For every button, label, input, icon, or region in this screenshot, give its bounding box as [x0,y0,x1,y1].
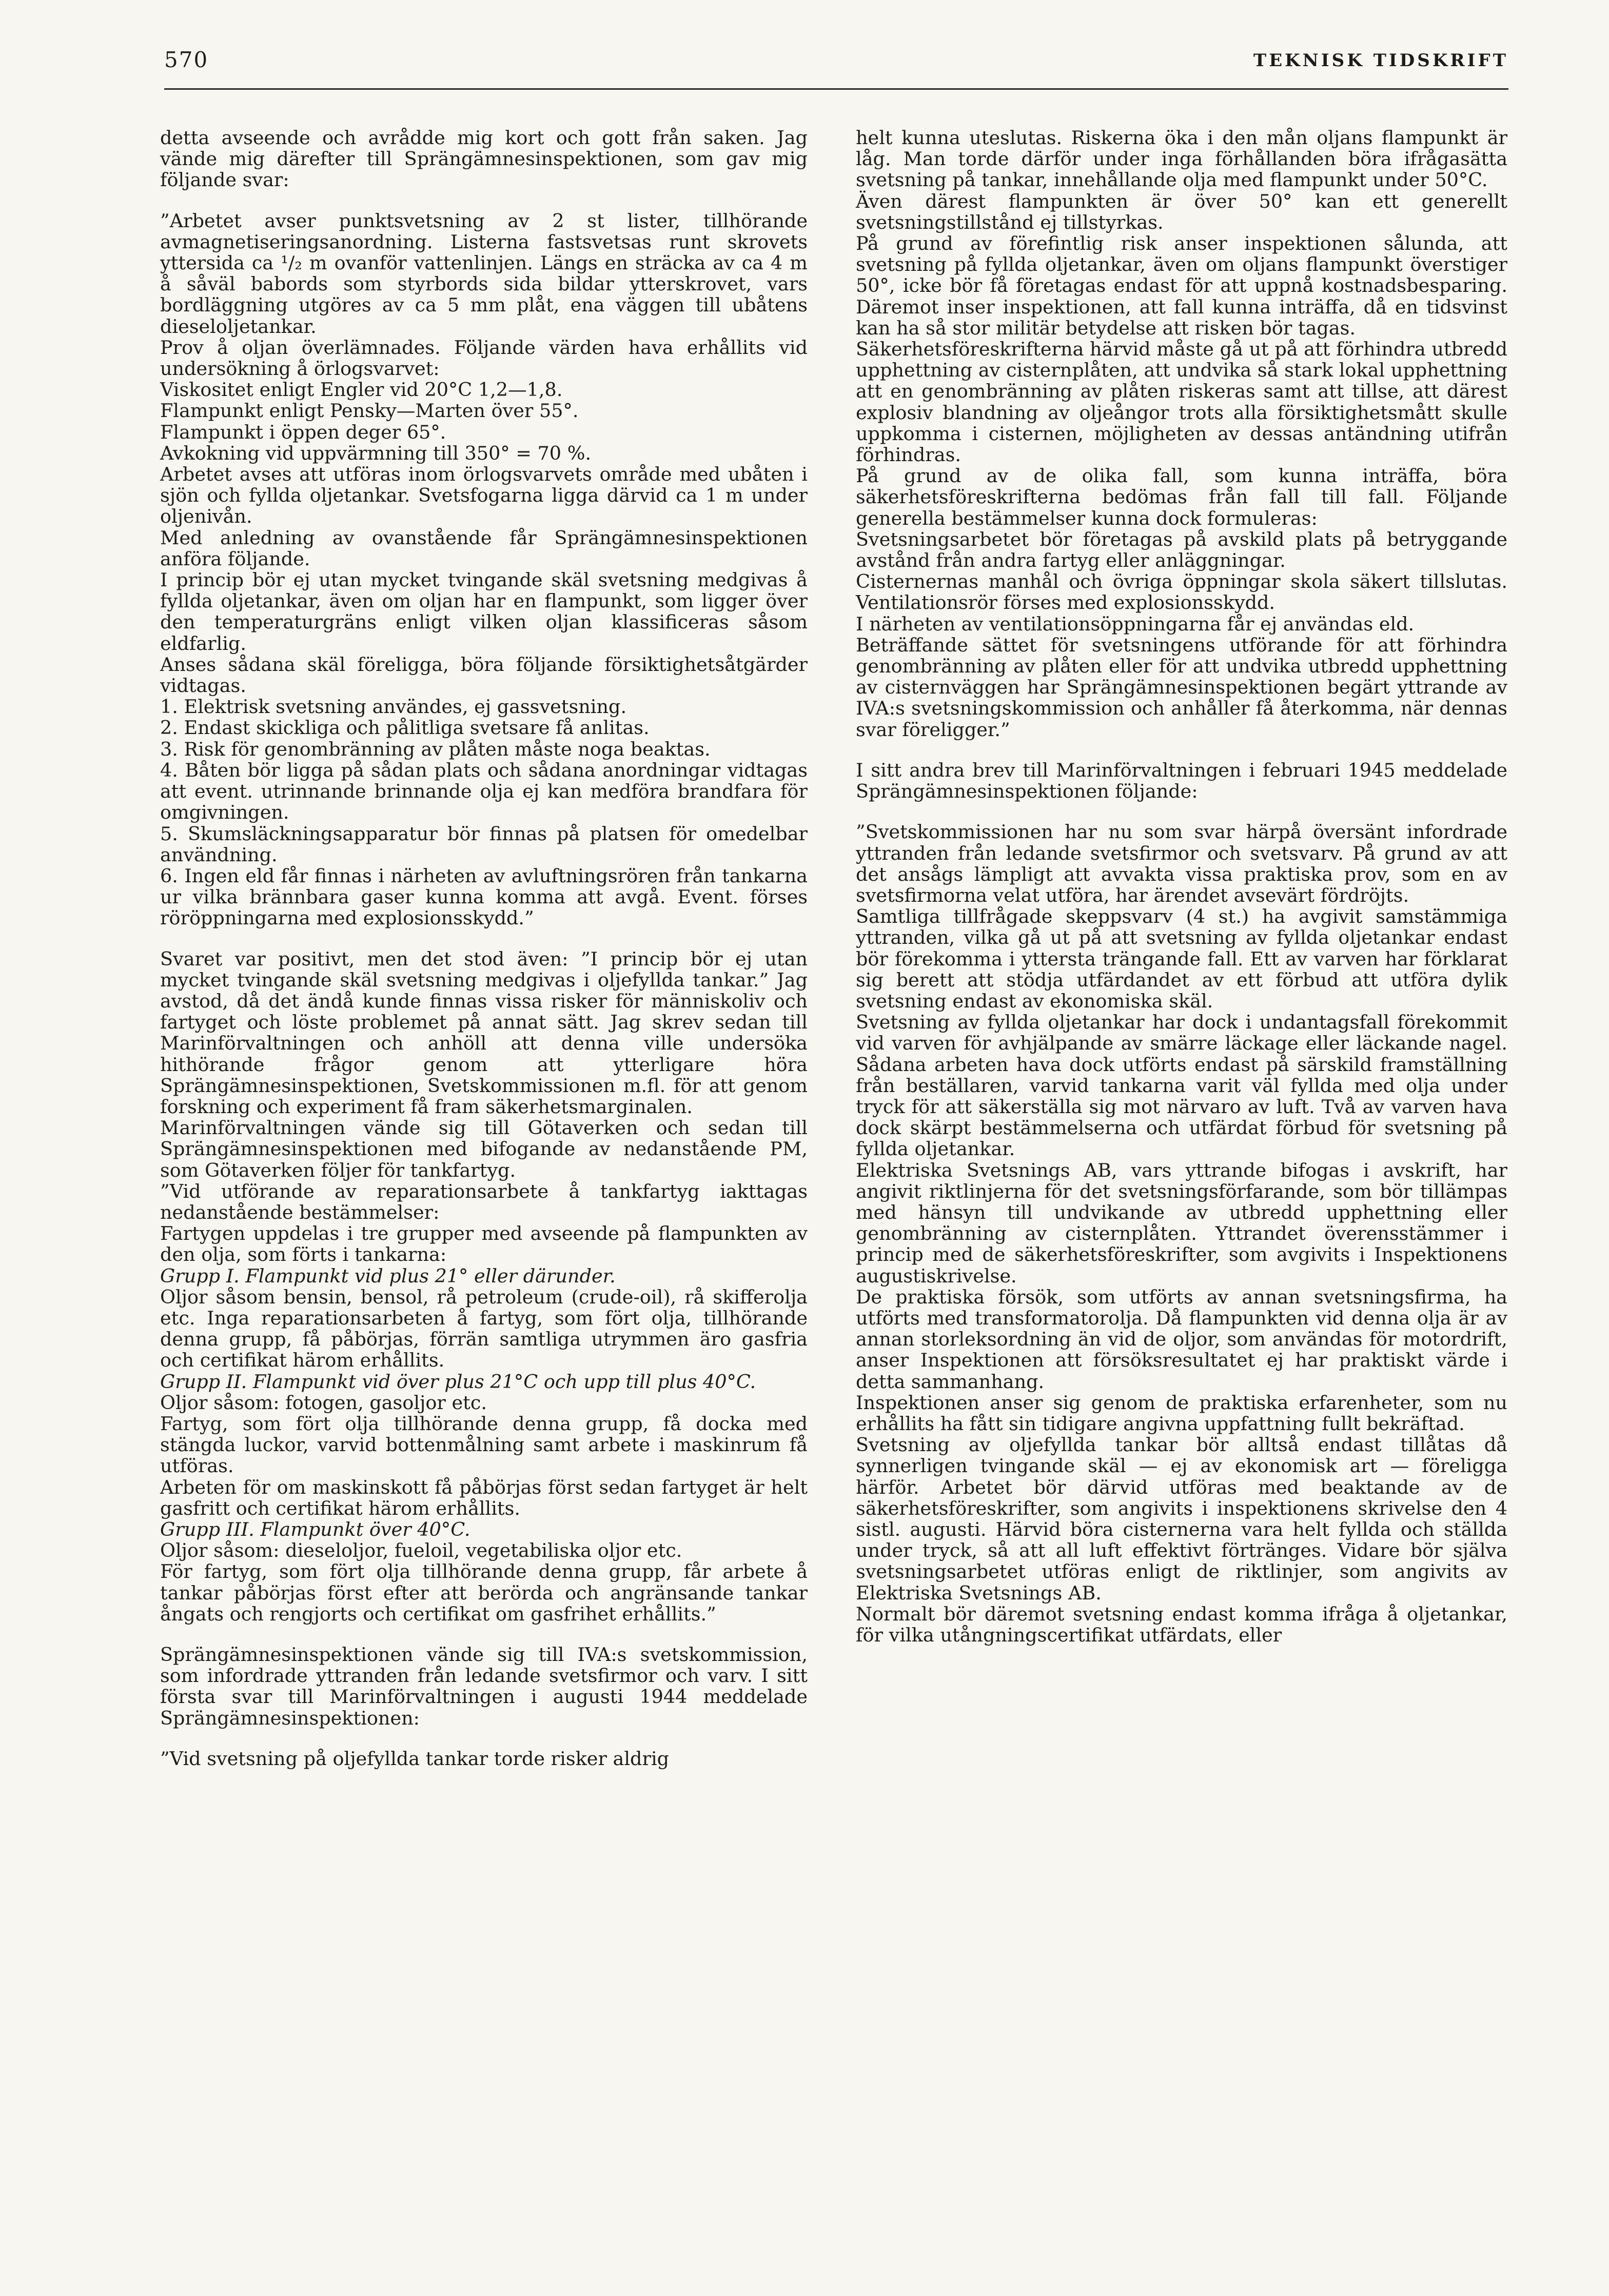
list-item: 2. Endast skickliga och pålitliga svetsare få anlitas. [160,717,650,739]
list-item: 6. Ingen eld får finnas i närheten av avluftningsrören från tankarna ur vilka brännbara gaser kunna komma att avgå. Event. förses röröppningarna med explosionsskydd.” [160,864,808,929]
paragraph: ”Arbetet avser punktsvetsning av 2 st lister, tillhörande avmagnetiseringsanordning. Listerna fastsvetsas runt skrovets yttersida ca ¹/₂ m ovanför vattenlinjen. Längs en sträcka av ca 4 m å såväl babords som styrbords sida bildar ytterskrovet, vars bordläggning utgöres av ca 5 mm plåt, ena väggen till ubåtens dieseloljetankar. [160,209,808,338]
paragraph: Säkerhetsföreskrifterna härvid måste gå ut på att förhindra utbredd upphettning av cisternplåten, att undvika så stark lokal upphettning att en genombränning av plåten riskeras samt att tillse, att därest explosiv blandning av oljeångor trots alla försiktighetsmått skulle uppkomma i cisternen, möjligheten av dessas antändning utifrån förhindras. [856,338,1507,466]
paragraph: Svetsning av fyllda oljetankar har dock i undantagsfall förekommit vid varven för avhjälpande av smärre läckage eller läckande nagel. Sådana arbeten hava dock utförts endast på särskild framställning från beställaren, varvid tankarna varit väl fyllda med olja under tryck för att säkerställa sig mot närvaro av luft. Två av varven hava dock skärpt bestämmelserna och utfärdat förbud för svetsning på fyllda oljetankar. [856,1011,1507,1160]
paragraph: Svetsning av oljefyllda tankar bör alltså endast tillåtas då synnerligen tvingande skäl — ej av ekonomisk art — föreligga härför. Arbetet bör därvid utföras med beaktande av de säkerhetsföreskrifter, som angivits i inspektionens skrivelse den 4 sistl. augusti. Härvid böra cisternerna vara helt fyllda och ställda under tryck, så att all luft effektivt förtränges. Vidare bör själva svetsningsarbetet utföras enligt de riktlinjer, som angivits av Elektriska Svetsnings AB. [856,1434,1507,1604]
paragraph: Även därest flampunkten är över 50° kan ett generellt svetsningstillstånd ej tillstyrkas. [856,190,1507,233]
paragraph: ”Vid svetsning på oljefyllda tankar torde risker aldrig [160,1747,670,1770]
paragraph: Anses sådana skäl föreligga, böra följande försiktighetsåtgärder vidtagas. [160,653,808,697]
paragraph: Arbeten för om maskinskott få påbörjas först sedan fartyget är helt gasfritt och certifikat härom erhållits. [160,1476,808,1519]
paragraph: Fartyg, som fört olja tillhörande denna grupp, få docka med stängda luckor, varvid bottenmålning samt arbete i maskinrum få utföras. [160,1412,808,1477]
paragraph: Svetsningsarbetet bör företagas på avskild plats på betryggande avstånd från andra fartyg eller anläggningar. [856,528,1507,572]
right-column [856,127,1507,1646]
list-item: 3. Risk för genombränning av plåten måste noga beaktas. [160,738,711,760]
paragraph: Prov å oljan överlämnades. Följande värden hava erhållits vid undersökning å örlogsvarvet: [160,336,808,380]
list-item: 5. Skumsläckningsapparatur bör finnas på platsen för omedelbar användning. [160,822,808,866]
paragraph: Avkokning vid uppvärmning till 350° = 70 %. [160,442,592,464]
left-column [160,127,808,1769]
paragraph: Beträffande sättet för svetsningens utförande för att förhindra genombränning av plåten eller för att undvika utbredd upphettning av cisternväggen har Sprängämnesinspektionen begärt yttrande av IVA:s svetsningskommission och anhåller få återkomma, när dennas svar föreligger.” [856,634,1507,741]
paragraph: Elektriska Svetsnings AB, vars yttrande bifogas i avskrift, har angivit riktlinjerna för det svetsningsförfarande, som bör tillämpas med hänsyn till undvikande av utbredd upphettning eller genombränning av cisternplåten. Yttrandet överensstämmer i princip med de säkerhetsföreskrifter, som avgivits i Inspektionens augustiskrivelse. [856,1159,1507,1287]
paragraph: Oljor såsom bensin, bensol, rå petroleum (crude-oil), rå skifferolja etc. Inga reparationsarbeten å fartyg, som fört olja, tillhörande denna grupp, få påbörjas, förrän samtliga utrymmen äro gasfria och certifikat härom erhållits. [160,1285,808,1372]
paragraph: I närheten av ventilationsöppningarna får ej användas eld. [856,612,1415,635]
group-heading: Grupp III. Flampunkt över 40°C. [160,1518,470,1540]
paragraph: Fartygen uppdelas i tre grupper med avseende på flampunkten av den olja, som förts i tankarna: [160,1222,808,1266]
paragraph: Samtliga tillfrågade skeppsvarv (4 st.) ha avgivit samstämmiga yttranden, vilka gå ut på att svetsning av fyllda oljetankar endast bör förekomma i yttersta trängande fall. Ett av varven har förklarat sig berett att stödja utfärdandet av ett förbud att utföra dylik svetsning endast av ekonomiska skäl. [856,905,1507,1012]
paragraph: På grund av förefintlig risk anser inspektionen sålunda, att svetsning på fyllda oljetankar, även om oljans flampunkt överstiger 50°, icke bör få företagas endast för att uppnå kostnadsbesparing. Däremot inser inspektionen, att fall kunna inträffa, då en tidsvinst kan ha så stor militär betydelse att risken bör tagas. [856,232,1507,339]
paragraph: Flampunkt enligt Pensky—Marten över 55°. [160,400,579,422]
page-number: 570 [164,47,209,72]
paragraph: ”Vid utförande av reparationsarbete å tankfartyg iakttagas nedanstående bestämmelser: [160,1180,808,1223]
paragraph: I sitt andra brev till Marinförvaltningen i februari 1945 meddelade Sprängämnesinspektionen följande: [856,759,1507,803]
paragraph: Svaret var positivt, men det stod även: ”I princip bör ej utan mycket tvingande skäl svetsning medgivas i oljefyllda tankar.” Jag avstod, då det ändå kunde finnas vissa risker för människoliv och fartyget och löste problemet på annat sätt. Jag skrev sedan till Marinförvaltningen och anhöll att denna ville undersöka hithörande frågor genom att ytterligare höra Sprängämnesinspektionen, Svetskommissionen m.fl. för att genom forskning och experiment få fram säkerhetsmarginalen. [160,947,808,1118]
group-heading: Grupp I. Flampunkt vid plus 21° eller därunder. [160,1264,616,1287]
paragraph: Arbetet avses att utföras inom örlogsvarvets område med ubåten i sjön och fyllda oljetankar. Svetsfogarna ligga därvid ca 1 m under oljenivån. [160,463,808,528]
list-item: 4. Båten bör ligga på sådan plats och sådana anordningar vidtagas att event. utrinnande brinnande olja ej kan medföra brandfara för omgivningen. [160,759,808,824]
journal-title: TEKNISK TIDSKRIFT [1253,50,1508,71]
paragraph: Oljor såsom: fotogen, gasoljor etc. [160,1391,487,1414]
paragraph: För fartyg, som fört olja tillhörande denna grupp, får arbete å tankar påbörjas först efter att berörda och angränsande tankar ångats och rengjorts och certifikat om gasfrihet erhållits.” [160,1560,808,1625]
paragraph: De praktiska försök, som utförts av annan svetsningsfirma, ha utförts med transformatorolja. Då flampunkten vid denna olja är av annan storleksordning än vid de oljor, som användas för motordrift, anser Inspektionen att försöksresultatet ej har praktiskt värde i detta sammanhang. [856,1285,1507,1393]
paragraph: Normalt bör däremot svetsning endast komma ifråga å oljetankar, för vilka utångningscertifikat utfärdats, eller [856,1602,1507,1647]
paragraph: Cisternernas manhål och övriga öppningar skola säkert tillslutas. Ventilationsrör förses med explosionsskydd. [856,570,1507,614]
list-item: 1. Elektrisk svetsning användes, ej gassvetsning. [160,696,627,718]
paragraph: Med anledning av ovanstående får Sprängämnesinspektionen anföra följande. [160,526,808,570]
paragraph: Marinförvaltningen vände sig till Götaverken och sedan till Sprängämnesinspektionen med bifogande av nedanstående PM, som Götaverken följer för tankfartyg. [160,1117,808,1181]
paragraph: Viskositet enligt Engler vid 20°C 1,2—1,8. [160,379,563,401]
paragraph: ”Svetskommissionen har nu som svar härpå översänt infordrade yttranden från ledande svetsfirmor och svetsvarv. På grund av att det ansågs lämpligt att avvakta vissa praktiska prov, som en av svetsfirmorna velat utföra, har ärendet avsevärt fördröjts. [856,821,1507,906]
paragraph: Inspektionen anser sig genom de praktiska erfarenheter, som nu erhållits ha fått sin tidigare angivna uppfattning fullt bekräftad. [856,1391,1507,1435]
group-heading: Grupp II. Flampunkt vid över plus 21°C och upp till plus 40°C. [160,1370,756,1393]
paragraph: Flampunkt i öppen deger 65°. [160,421,446,443]
paragraph: På grund av de olika fall, som kunna inträffa, böra säkerhetsföreskrifterna bedömas från fall till fall. Följande generella bestämmelser kunna dock formuleras: [856,465,1507,529]
page-header [164,47,1508,90]
paragraph: Oljor såsom: dieseloljor, fueloil, vegetabiliska oljor etc. [160,1539,682,1562]
paragraph: I princip bör ej utan mycket tvingande skäl svetsning medgivas å fyllda oljetankar, även om oljan har en flampunkt, som ligger över den temperaturgräns enligt vilken oljan klassificeras såsom eldfarlig. [160,569,808,655]
paragraph: helt kunna uteslutas. Riskerna öka i den mån oljans flampunkt är låg. Man torde därför under inga förhållanden böra ifrågasätta svetsning på tankar, innehållande olja med flampunkt under 50°C. [856,127,1507,191]
paragraph: detta avseende och avrådde mig kort och gott från saken. Jag vände mig därefter till Sprängämnesinspektionen, som gav mig följande svar: [160,127,808,191]
paragraph: Sprängämnesinspektionen vände sig till IVA:s svetskommission, som infordrade yttranden från ledande svetsfirmor och varv. I sitt första svar till Marinförvaltningen i augusti 1944 meddelade Sprängämnesinspektionen: [160,1644,808,1729]
